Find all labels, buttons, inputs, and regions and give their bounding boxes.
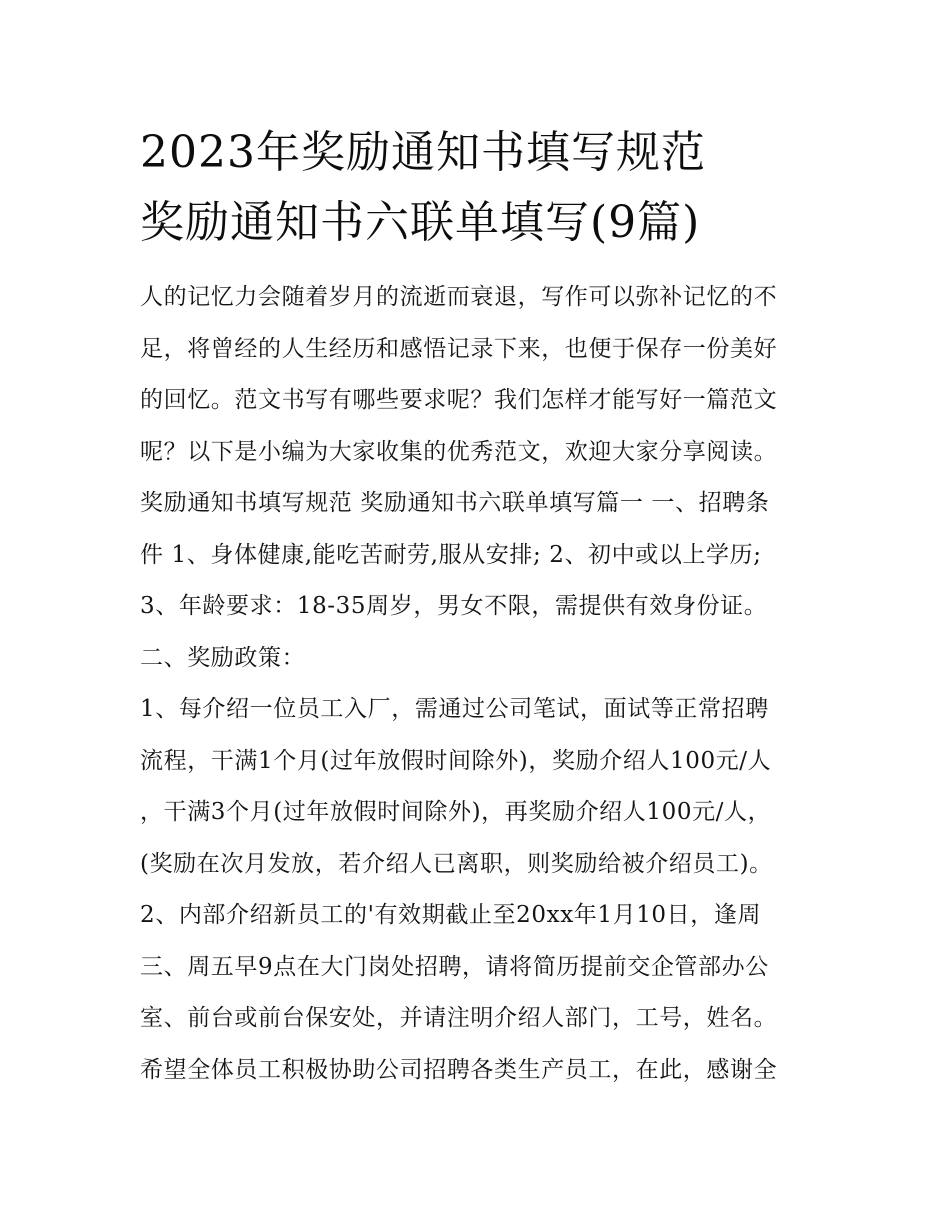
body-line: 流程，干满1个月(过年放假时间除外)，奖励介绍人100元/人 <box>140 747 772 774</box>
body-line: 二、奖励政策： <box>140 644 306 671</box>
body-line: ，干满3个月(过年放假时间除外)，再奖励介绍人100元/人， <box>140 799 772 825</box>
body-line: 室、前台或前台保安处，并请注明介绍人部门，工号，姓名。 <box>140 1005 778 1031</box>
body-line: 3、年龄要求：18-35周岁，男女不限，需提供有效身份证。 <box>140 593 768 619</box>
document-title <box>140 118 830 258</box>
title-line-1: 2023年奖励通知书填写规范 <box>140 127 706 178</box>
body-line: 呢？以下是小编为大家收集的优秀范文，欢迎大家分享阅读。 <box>140 438 778 465</box>
body-line: 奖励通知书填写规范 奖励通知书六联单填写篇一 一、招聘条 <box>140 490 770 516</box>
body-line: (奖励在次月发放，若介绍人已离职，则奖励给被介绍员工)。 <box>140 850 773 877</box>
title-line-2: 奖励通知书六联单填写(9篇) <box>140 197 701 248</box>
body-line: 2、内部介绍新员工的'有效期截止至20xx年1月10日，逢周 <box>140 902 762 928</box>
body-line: 三、周五早9点在大门岗处招聘，请将简历提前交企管部办公 <box>140 953 769 980</box>
body-line: 1、每介绍一位员工入厂，需通过公司笔试，面试等正常招聘 <box>140 696 769 722</box>
body-line: 的回忆。范文书写有哪些要求呢？我们怎样才能写好一篇范文 <box>140 387 778 413</box>
body-line: 人的记忆力会随着岁月的流逝而衰退，写作可以弥补记忆的不 <box>140 284 778 310</box>
document-body <box>140 272 830 1096</box>
body-line: 足，将曾经的人生经历和感悟记录下来，也便于保存一份美好 <box>140 335 778 362</box>
body-line: 件 1、身体健康,能吃苦耐劳,服从安排; 2、初中或以上学历; <box>140 541 762 568</box>
body-line: 希望全体员工积极协助公司招聘各类生产员工，在此，感谢全 <box>140 1056 778 1083</box>
